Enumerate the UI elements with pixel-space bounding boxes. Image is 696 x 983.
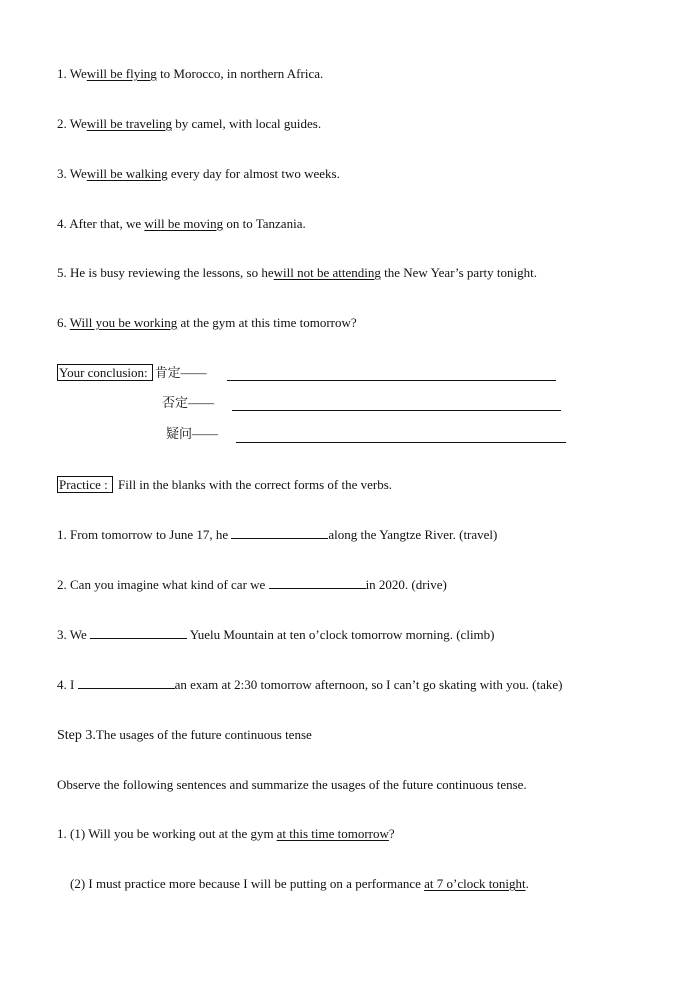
conclusion-row <box>57 365 207 381</box>
underlined-verb: will be traveling <box>86 116 172 131</box>
sentence-text: I <box>70 677 78 692</box>
answer-blank[interactable] <box>269 577 366 589</box>
step-title: The usages of the future continuous tense <box>95 727 312 742</box>
affirmative-answer-line[interactable] <box>227 380 556 381</box>
underlined-time: at 7 o’clock tonight <box>424 876 526 891</box>
sentence-text: to Morocco, in northern Africa. <box>160 66 324 81</box>
conclusion-label: Your conclusion: <box>57 364 153 381</box>
item-number: (2) <box>70 876 86 891</box>
practice-label: Practice : <box>57 476 113 493</box>
sentence-text: After that, we <box>69 216 145 231</box>
sentence-text: every day for almost two weeks. <box>170 166 340 181</box>
underlined-verb: will be flying <box>86 66 157 81</box>
item-number: 6. <box>57 315 67 330</box>
underlined-verb: will be moving <box>144 216 224 231</box>
sentence-text: Will you be working out at the gym <box>88 826 274 841</box>
instruction-text: Observe the following sentences and summarize the usages of the future continuous tense. <box>57 777 527 792</box>
answer-blank[interactable] <box>231 527 328 539</box>
underlined-verb: will not be attending <box>273 265 381 280</box>
example-sentence-4 <box>57 216 306 232</box>
item-number: 4. <box>57 677 67 692</box>
sentence-text: on to Tanzania. <box>226 216 306 231</box>
sentence-text: Yuelu Mountain at ten o’clock tomorrow morning. (climb) <box>187 627 495 642</box>
item-number: 1. <box>57 527 67 542</box>
sentence-text: the New Year’s party tonight. <box>384 265 537 280</box>
practice-instruction: Fill in the blanks with the correct forms of the verbs. <box>117 477 393 492</box>
sentence-text: Can you imagine what kind of car we <box>70 577 269 592</box>
sentence-text: We <box>69 66 87 81</box>
sentence-text: at the gym at this time tomorrow? <box>180 315 357 330</box>
sentence-text: in 2020. (drive) <box>365 577 447 592</box>
practice-item-1 <box>57 527 497 543</box>
example-sentence-2 <box>57 116 321 132</box>
sentence-text: an exam at 2:30 tomorrow afternoon, so I can’t go skating with you. (take) <box>174 677 563 692</box>
sentence-text: From tomorrow to June 17, he <box>70 527 232 542</box>
underlined-verb: will be walking <box>86 166 168 181</box>
step3-heading <box>57 727 312 744</box>
example-sentence-3 <box>57 166 340 182</box>
practice-item-4 <box>57 677 562 693</box>
negative-answer-line[interactable] <box>232 410 561 411</box>
sentence-text: . <box>525 876 529 891</box>
item-number: 2. <box>57 116 67 131</box>
item-number: 3. <box>57 627 67 642</box>
affirmative-label: 肯定—— <box>154 365 207 380</box>
example-sentence-1 <box>57 66 323 82</box>
answer-blank[interactable] <box>78 677 175 689</box>
item-number: 2. <box>57 577 67 592</box>
sentence-text: I must practice more because I will be putting on a performance <box>88 876 425 891</box>
practice-item-2 <box>57 577 447 593</box>
sentence-text: ? <box>388 826 395 841</box>
underlined-verb: Will you be working <box>69 315 178 330</box>
item-number: 5. <box>57 265 67 280</box>
sentence-text: by camel, with local guides. <box>175 116 322 131</box>
negative-label: 否定—— <box>162 395 215 410</box>
observe-instruction <box>57 777 527 793</box>
question-answer-line[interactable] <box>236 442 566 443</box>
item-number: 4. <box>57 216 67 231</box>
example-sentence-6 <box>57 315 357 331</box>
item-number: 1. <box>57 66 67 81</box>
practice-item-3 <box>57 627 495 643</box>
example-sentence-5 <box>57 265 537 281</box>
usage-sentence-1 <box>57 826 395 842</box>
underlined-time: at this time tomorrow <box>276 826 389 841</box>
answer-blank[interactable] <box>90 627 187 639</box>
question-label: 疑问—— <box>166 426 219 441</box>
step-number: Step 3. <box>57 728 96 743</box>
item-number: 3. <box>57 166 67 181</box>
item-number: 1. (1) <box>57 826 86 841</box>
sentence-text: We <box>69 166 87 181</box>
sentence-text: along the Yangtze River. (travel) <box>328 527 498 542</box>
practice-instruction-row <box>57 477 392 493</box>
usage-sentence-2 <box>70 876 529 892</box>
sentence-text: He is busy reviewing the lessons, so he <box>70 265 274 280</box>
sentence-text: We <box>69 116 87 131</box>
sentence-text: We <box>69 627 91 642</box>
